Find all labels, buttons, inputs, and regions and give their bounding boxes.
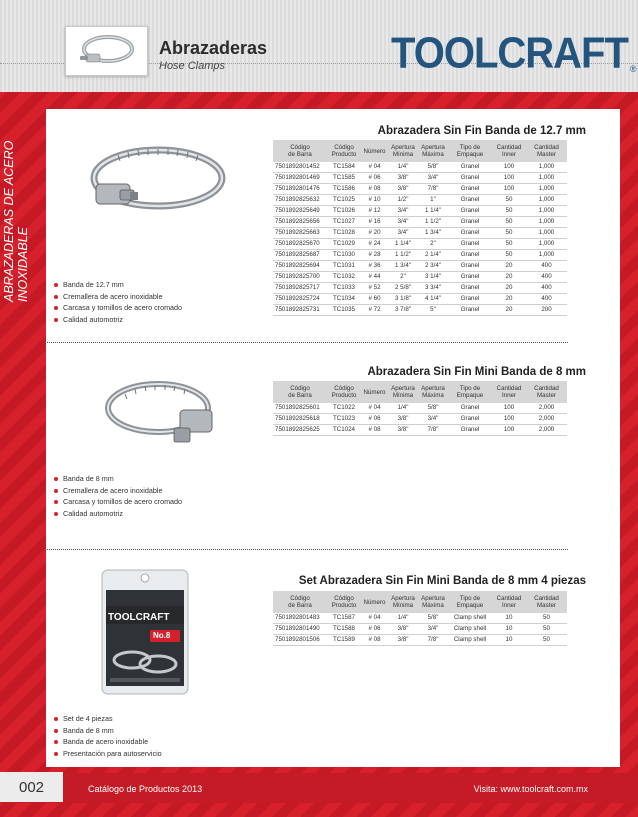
cell-tipo-empaque: Granel	[448, 206, 492, 217]
cell-tipo-empaque: Granel	[448, 239, 492, 250]
cell-apertura-min: 3 7/8"	[388, 305, 418, 316]
page-subtitle: Hose Clamps	[159, 60, 226, 72]
cell-cantidad-inner: 50	[492, 195, 526, 206]
cell-codigo-barra: 7501892825717	[273, 283, 327, 294]
cell-cantidad-master: 50	[526, 613, 567, 624]
col-codigo-producto: Código Producto	[327, 140, 361, 162]
table-row	[273, 261, 567, 272]
cell-cantidad-inner: 10	[492, 624, 526, 635]
cell-apertura-max: 1 1/2"	[418, 217, 448, 228]
col-codigo-barra: Código de Barra	[273, 140, 327, 162]
cell-cantidad-inner: 20	[492, 261, 526, 272]
table-header-row	[273, 591, 567, 613]
feature-item: Cremallera de acero inoxidable	[54, 291, 182, 303]
table-row	[273, 162, 567, 173]
cell-apertura-min: 3/8"	[388, 414, 418, 425]
cell-numero: # 28	[361, 250, 388, 261]
col-cantidad-inner: Cantidad Inner	[492, 140, 526, 162]
cell-numero: # 08	[361, 184, 388, 195]
table-row	[273, 228, 567, 239]
cell-apertura-max: 3/4"	[418, 173, 448, 184]
table-body	[273, 403, 567, 436]
table-body	[273, 613, 567, 646]
cell-cantidad-inner: 20	[492, 305, 526, 316]
cell-tipo-empaque: Granel	[448, 162, 492, 173]
feature-item: Banda de 12.7 mm	[54, 279, 182, 291]
cell-apertura-max: 3 3/4"	[418, 283, 448, 294]
cell-cantidad-inner: 50	[492, 239, 526, 250]
cell-tipo-empaque: Granel	[448, 283, 492, 294]
cell-apertura-min: 3/8"	[388, 173, 418, 184]
cell-codigo-producto: TC1588	[327, 624, 361, 635]
cell-numero: # 44	[361, 272, 388, 283]
cell-tipo-empaque: Granel	[448, 425, 492, 436]
cell-tipo-empaque: Clamp shell	[448, 613, 492, 624]
cell-codigo-barra: 7501892825663	[273, 228, 327, 239]
table-row	[273, 414, 567, 425]
page-header	[0, 0, 638, 92]
cell-apertura-min: 3/8"	[388, 624, 418, 635]
cell-numero: # 12	[361, 206, 388, 217]
table-row	[273, 635, 567, 646]
table-row	[273, 217, 567, 228]
table-row	[273, 239, 567, 250]
cell-tipo-empaque: Clamp shell	[448, 635, 492, 646]
cell-numero: # 06	[361, 173, 388, 184]
cell-cantidad-master: 1,000	[526, 206, 567, 217]
cell-codigo-barra: 7501892825656	[273, 217, 327, 228]
cell-cantidad-master: 2,000	[526, 425, 567, 436]
cell-apertura-min: 3/8"	[388, 184, 418, 195]
cell-codigo-producto: TC1031	[327, 261, 361, 272]
cell-codigo-barra: 7501892825618	[273, 414, 327, 425]
table-12mm	[273, 140, 567, 316]
cell-cantidad-inner: 100	[492, 162, 526, 173]
package-brand: TOOLCRAFT	[108, 612, 170, 623]
cell-apertura-max: 1"	[418, 195, 448, 206]
feature-item: Calidad automotriz	[54, 508, 182, 520]
section-title-set: Set Abrazadera Sin Fin Mini Banda de 8 mm 4 piezas	[298, 575, 586, 587]
section-divider	[44, 549, 568, 550]
cell-apertura-max: 3/4"	[418, 624, 448, 635]
table-set	[273, 591, 567, 646]
cell-cantidad-master: 1,000	[526, 228, 567, 239]
logo-wordmark: TOOLCRAFT	[391, 28, 628, 78]
cell-cantidad-inner: 10	[492, 635, 526, 646]
cell-codigo-producto: TC1033	[327, 283, 361, 294]
clamp-12mm-image	[78, 140, 228, 240]
cell-cantidad-master: 400	[526, 272, 567, 283]
cell-codigo-barra: 7501892825670	[273, 239, 327, 250]
side-label-line1: ABRAZADERAS DE ACERO	[2, 140, 16, 302]
table-row	[273, 195, 567, 206]
cell-codigo-producto: TC1025	[327, 195, 361, 206]
cell-numero: # 72	[361, 305, 388, 316]
cell-cantidad-master: 200	[526, 305, 567, 316]
col-codigo-producto: Código Producto	[327, 591, 361, 613]
feature-item: Presentación para autoservicio	[54, 748, 162, 760]
cell-numero: # 10	[361, 195, 388, 206]
col-codigo-barra: Código de Barra	[273, 381, 327, 403]
cell-apertura-max: 2 1/4"	[418, 250, 448, 261]
cell-cantidad-inner: 100	[492, 184, 526, 195]
cell-codigo-producto: TC1585	[327, 173, 361, 184]
cell-codigo-producto: TC1035	[327, 305, 361, 316]
cell-codigo-barra: 7501892825625	[273, 425, 327, 436]
cell-apertura-min: 3 1/8"	[388, 294, 418, 305]
col-tipo-empaque: Tipo de Empaque	[448, 591, 492, 613]
cell-apertura-min: 1 1/2"	[388, 250, 418, 261]
category-side-label	[2, 102, 30, 302]
cell-cantidad-master: 400	[526, 261, 567, 272]
cell-numero: # 24	[361, 239, 388, 250]
cell-cantidad-master: 1,000	[526, 173, 567, 184]
table-row	[273, 624, 567, 635]
feature-item: Banda de 8 mm	[54, 725, 162, 737]
cell-cantidad-inner: 100	[492, 173, 526, 184]
cell-codigo-producto: TC1586	[327, 184, 361, 195]
cell-apertura-min: 2 5/8"	[388, 283, 418, 294]
col-apertura-max: Apertura Máxima	[418, 381, 448, 403]
cell-codigo-producto: TC1587	[327, 613, 361, 624]
cell-codigo-barra: 7501892801506	[273, 635, 327, 646]
cell-apertura-max: 3/4"	[418, 414, 448, 425]
feature-item: Carcasa y tornillos de acero cromado	[54, 302, 182, 314]
cell-numero: # 04	[361, 403, 388, 414]
cell-apertura-max: 7/8"	[418, 184, 448, 195]
cell-codigo-barra: 7501892801476	[273, 184, 327, 195]
col-numero: Número	[361, 381, 388, 403]
cell-apertura-min: 3/4"	[388, 206, 418, 217]
cell-apertura-max: 5/8"	[418, 613, 448, 624]
col-apertura-min: Apertura Mínima	[388, 591, 418, 613]
cell-tipo-empaque: Clamp shell	[448, 624, 492, 635]
cell-codigo-producto: TC1030	[327, 250, 361, 261]
feature-item: Calidad automotriz	[54, 314, 182, 326]
cell-numero: # 52	[361, 283, 388, 294]
cell-codigo-barra: 7501892825731	[273, 305, 327, 316]
cell-numero: # 04	[361, 613, 388, 624]
cell-codigo-barra: 7501892825632	[273, 195, 327, 206]
header-thumbnail	[65, 26, 148, 76]
table-row	[273, 613, 567, 624]
cell-apertura-min: 1/4"	[388, 613, 418, 624]
cell-cantidad-inner: 100	[492, 414, 526, 425]
cell-apertura-max: 5"	[418, 305, 448, 316]
cell-apertura-max: 7/8"	[418, 635, 448, 646]
toolcraft-logo	[391, 28, 637, 78]
website-link[interactable]: Visita: www.toolcraft.com.mx	[473, 784, 588, 794]
cell-numero: # 36	[361, 261, 388, 272]
cell-apertura-max: 1 1/4"	[418, 206, 448, 217]
cell-tipo-empaque: Granel	[448, 217, 492, 228]
cell-cantidad-inner: 20	[492, 283, 526, 294]
cell-apertura-min: 3/8"	[388, 425, 418, 436]
feature-item: Set de 4 piezas	[54, 713, 162, 725]
cell-cantidad-inner: 10	[492, 613, 526, 624]
cell-tipo-empaque: Granel	[448, 272, 492, 283]
section-divider	[44, 342, 568, 343]
cell-tipo-empaque: Granel	[448, 294, 492, 305]
cell-apertura-min: 1/4"	[388, 403, 418, 414]
cell-apertura-min: 1/2"	[388, 195, 418, 206]
cell-cantidad-master: 2,000	[526, 414, 567, 425]
cell-apertura-min: 1/4"	[388, 162, 418, 173]
col-tipo-empaque: Tipo de Empaque	[448, 140, 492, 162]
table-row	[273, 305, 567, 316]
col-numero: Número	[361, 140, 388, 162]
cell-cantidad-master: 50	[526, 635, 567, 646]
col-apertura-min: Apertura Mínima	[388, 381, 418, 403]
cell-numero: # 60	[361, 294, 388, 305]
cell-numero: # 04	[361, 162, 388, 173]
cell-apertura-max: 5/8"	[418, 403, 448, 414]
cell-codigo-barra: 7501892825700	[273, 272, 327, 283]
feature-item: Banda de acero inoxidable	[54, 736, 162, 748]
cell-apertura-min: 3/8"	[388, 635, 418, 646]
cell-codigo-barra: 7501892825601	[273, 403, 327, 414]
col-cantidad-master: Cantidad Master	[526, 140, 567, 162]
cell-apertura-min: 3/4"	[388, 217, 418, 228]
cell-cantidad-inner: 50	[492, 228, 526, 239]
cell-apertura-max: 4 1/4"	[418, 294, 448, 305]
cell-cantidad-inner: 50	[492, 250, 526, 261]
col-cantidad-inner: Cantidad Inner	[492, 591, 526, 613]
clamp-set-package-image	[98, 568, 192, 698]
table-row	[273, 294, 567, 305]
cell-codigo-barra: 7501892801483	[273, 613, 327, 624]
col-codigo-barra: Código de Barra	[273, 591, 327, 613]
col-cantidad-master: Cantidad Master	[526, 381, 567, 403]
table-row	[273, 272, 567, 283]
cell-apertura-max: 5/8"	[418, 162, 448, 173]
table-row	[273, 173, 567, 184]
table-8mm	[273, 381, 567, 436]
cell-codigo-producto: TC1032	[327, 272, 361, 283]
col-apertura-max: Apertura Máxima	[418, 140, 448, 162]
table-row	[273, 283, 567, 294]
cell-apertura-max: 1 3/4"	[418, 228, 448, 239]
table-row	[273, 403, 567, 414]
features-set	[54, 713, 162, 760]
catalog-label: Catálogo de Productos 2013	[88, 784, 203, 794]
cell-tipo-empaque: Granel	[448, 184, 492, 195]
cell-codigo-producto: TC1028	[327, 228, 361, 239]
cell-tipo-empaque: Granel	[448, 173, 492, 184]
page-title: Abrazaderas	[159, 38, 268, 58]
cell-numero: # 08	[361, 635, 388, 646]
page-number: 002	[0, 772, 63, 802]
section-title-12mm: Abrazadera Sin Fin Banda de 12.7 mm	[377, 125, 586, 137]
cell-tipo-empaque: Granel	[448, 228, 492, 239]
cell-apertura-max: 7/8"	[418, 425, 448, 436]
clamp-8mm-image	[100, 372, 230, 457]
col-numero: Número	[361, 591, 388, 613]
cell-apertura-max: 3 1/4"	[418, 272, 448, 283]
cell-apertura-min: 2"	[388, 272, 418, 283]
cell-codigo-barra: 7501892825649	[273, 206, 327, 217]
cell-codigo-producto: TC1584	[327, 162, 361, 173]
features-12mm	[54, 279, 182, 326]
cell-apertura-max: 2"	[418, 239, 448, 250]
cell-cantidad-inner: 50	[492, 217, 526, 228]
cell-cantidad-master: 1,000	[526, 195, 567, 206]
cell-apertura-min: 3/4"	[388, 228, 418, 239]
cell-codigo-barra: 7501892801469	[273, 173, 327, 184]
cell-tipo-empaque: Granel	[448, 250, 492, 261]
cell-numero: # 20	[361, 228, 388, 239]
section-title-8mm: Abrazadera Sin Fin Mini Banda de 8 mm	[367, 366, 586, 378]
table-row	[273, 250, 567, 261]
cell-cantidad-inner: 100	[492, 403, 526, 414]
cell-codigo-producto: TC1029	[327, 239, 361, 250]
registered-mark: ®	[629, 64, 637, 74]
col-cantidad-master: Cantidad Master	[526, 591, 567, 613]
cell-codigo-producto: TC1024	[327, 425, 361, 436]
table-row	[273, 184, 567, 195]
cell-tipo-empaque: Granel	[448, 403, 492, 414]
cell-cantidad-master: 1,000	[526, 184, 567, 195]
cell-codigo-barra: 7501892825724	[273, 294, 327, 305]
cell-codigo-producto: TC1027	[327, 217, 361, 228]
cell-cantidad-inner: 50	[492, 206, 526, 217]
cell-tipo-empaque: Granel	[448, 305, 492, 316]
cell-cantidad-master: 1,000	[526, 239, 567, 250]
cell-tipo-empaque: Granel	[448, 195, 492, 206]
package-label: No.8	[153, 631, 171, 640]
table-row	[273, 206, 567, 217]
clamp-thumbnail-image	[66, 27, 147, 75]
cell-tipo-empaque: Granel	[448, 261, 492, 272]
cell-codigo-barra: 7501892801490	[273, 624, 327, 635]
cell-cantidad-master: 400	[526, 283, 567, 294]
cell-cantidad-master: 1,000	[526, 162, 567, 173]
cell-codigo-producto: TC1022	[327, 403, 361, 414]
col-cantidad-inner: Cantidad Inner	[492, 381, 526, 403]
cell-cantidad-master: 50	[526, 624, 567, 635]
cell-apertura-max: 2 3/4"	[418, 261, 448, 272]
cell-codigo-producto: TC1023	[327, 414, 361, 425]
feature-item: Banda de 8 mm	[54, 473, 182, 485]
cell-codigo-barra: 7501892825694	[273, 261, 327, 272]
col-codigo-producto: Código Producto	[327, 381, 361, 403]
table-body	[273, 162, 567, 316]
cell-cantidad-master: 400	[526, 294, 567, 305]
cell-cantidad-master: 1,000	[526, 250, 567, 261]
side-label-line2: INOXIDABLE	[16, 226, 30, 302]
cell-apertura-min: 1 3/4"	[388, 261, 418, 272]
col-tipo-empaque: Tipo de Empaque	[448, 381, 492, 403]
cell-cantidad-inner: 100	[492, 425, 526, 436]
cell-apertura-min: 1 1/4"	[388, 239, 418, 250]
cell-tipo-empaque: Granel	[448, 414, 492, 425]
col-apertura-max: Apertura Máxima	[418, 591, 448, 613]
table-row	[273, 425, 567, 436]
table-header-row	[273, 140, 567, 162]
cell-numero: # 16	[361, 217, 388, 228]
features-8mm	[54, 473, 182, 520]
cell-cantidad-master: 2,000	[526, 403, 567, 414]
cell-codigo-producto: TC1026	[327, 206, 361, 217]
cell-codigo-barra: 7501892825687	[273, 250, 327, 261]
cell-codigo-producto: TC1034	[327, 294, 361, 305]
cell-cantidad-inner: 20	[492, 272, 526, 283]
feature-item: Cremallera de acero inoxidable	[54, 485, 182, 497]
table-header-row	[273, 381, 567, 403]
cell-numero: # 08	[361, 425, 388, 436]
cell-codigo-barra: 7501892801452	[273, 162, 327, 173]
cell-cantidad-inner: 20	[492, 294, 526, 305]
col-apertura-min: Apertura Mínima	[388, 140, 418, 162]
cell-numero: # 06	[361, 624, 388, 635]
feature-item: Carcasa y tornillos de acero cromado	[54, 496, 182, 508]
cell-numero: # 06	[361, 414, 388, 425]
cell-codigo-producto: TC1589	[327, 635, 361, 646]
cell-cantidad-master: 1,000	[526, 217, 567, 228]
